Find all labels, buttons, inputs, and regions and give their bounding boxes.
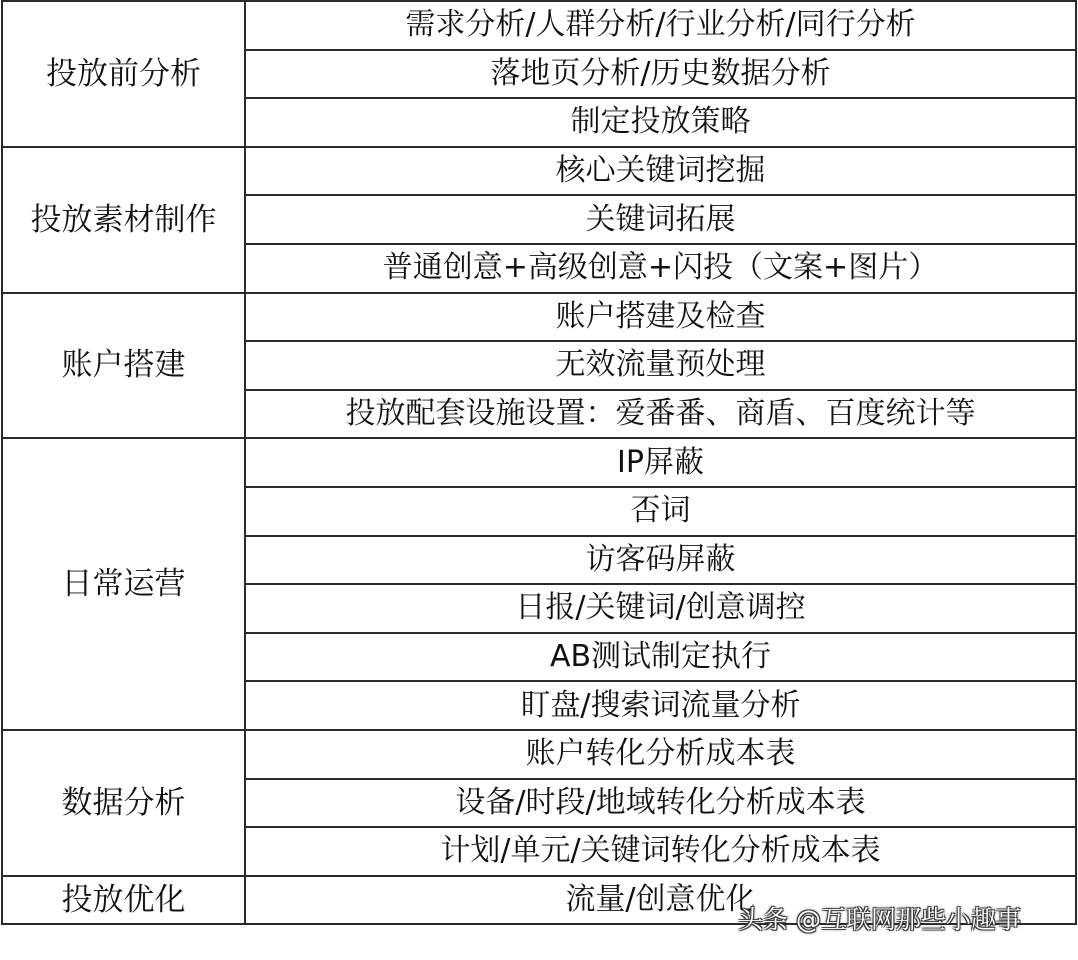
- task-cell: 否词: [245, 487, 1076, 536]
- task-cell: 普通创意+高级创意+闪投（文案+图片）: [245, 244, 1076, 293]
- table-row: [2, 730, 1076, 779]
- task-cell: 投放配套设施设置：爱番番、商盾、百度统计等: [245, 390, 1076, 439]
- phase-cell: 投放优化: [2, 876, 245, 925]
- task-cell: 需求分析/人群分析/行业分析/同行分析: [245, 1, 1076, 50]
- task-cell: 关键词拓展: [245, 195, 1076, 244]
- task-cell: 账户转化分析成本表: [245, 730, 1076, 779]
- phase-cell: 投放前分析: [2, 1, 245, 147]
- marketing-plan-table: [1, 0, 1077, 925]
- task-cell: 制定投放策略: [245, 98, 1076, 147]
- phase-cell: 投放素材制作: [2, 147, 245, 293]
- task-cell: 流量/创意优化: [245, 876, 1076, 925]
- phase-cell: 日常运营: [2, 438, 245, 730]
- task-cell: IP屏蔽: [245, 438, 1076, 487]
- task-cell: 盯盘/搜索词流量分析: [245, 681, 1076, 730]
- task-cell: 日报/关键词/创意调控: [245, 584, 1076, 633]
- table-row: [2, 147, 1076, 196]
- table-row: [2, 293, 1076, 342]
- task-cell: 访客码屏蔽: [245, 536, 1076, 585]
- task-cell: 无效流量预处理: [245, 341, 1076, 390]
- task-cell: 设备/时段/地域转化分析成本表: [245, 779, 1076, 828]
- task-cell: AB测试制定执行: [245, 633, 1076, 682]
- phase-cell: 数据分析: [2, 730, 245, 876]
- task-cell: 计划/单元/关键词转化分析成本表: [245, 827, 1076, 876]
- watermark: 头条 @互联网那些小趣事: [738, 905, 1021, 934]
- task-cell: 账户搭建及检查: [245, 293, 1076, 342]
- table-row: [2, 1, 1076, 50]
- task-cell: 落地页分析/历史数据分析: [245, 50, 1076, 99]
- phase-cell: 账户搭建: [2, 293, 245, 439]
- task-cell: 核心关键词挖掘: [245, 147, 1076, 196]
- table-row: [2, 438, 1076, 487]
